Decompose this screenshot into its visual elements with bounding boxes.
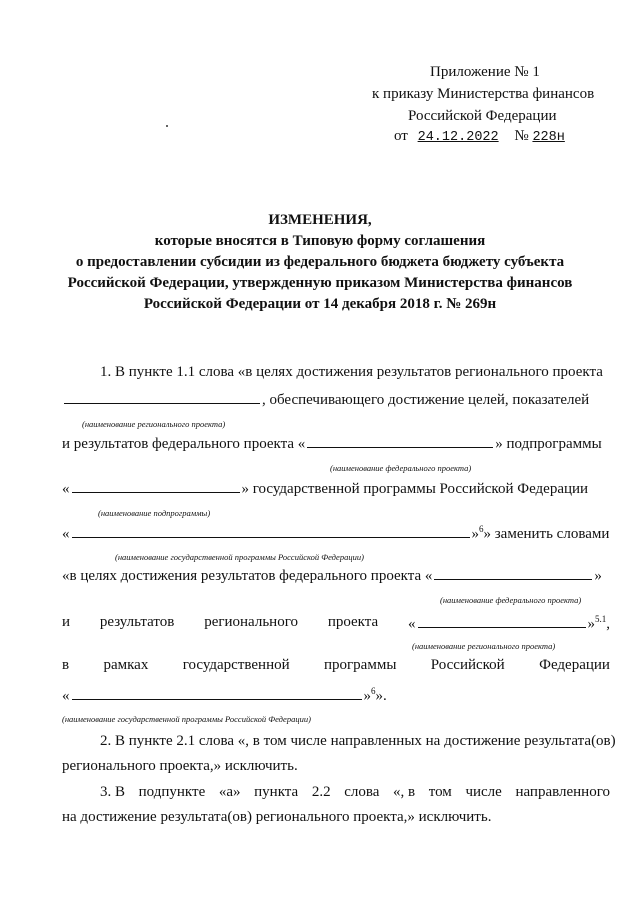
- p1-line-7-w5: «: [408, 616, 416, 632]
- p3-line-1: [100, 784, 610, 801]
- caption-federal-project: (наименование федерального проекта): [330, 463, 472, 473]
- p1-line-4-text-b: » государственной программы Российской Федерации: [241, 481, 589, 497]
- p1-line-3-text-a: и результатов федерального проекта «: [62, 436, 306, 452]
- footnote-ref-6: 6: [479, 524, 484, 534]
- title-line-2: которые вносятся в Типовую форму соглашения: [154, 233, 486, 249]
- footnote-ref-5-1: 5.1: [595, 614, 607, 624]
- p2-line-2: регионального проекта,» исключить.: [62, 758, 298, 774]
- caption-state-program-2: (наименование государственной программы Российской Федерации): [62, 714, 311, 724]
- header-order-ref: к приказу Министерства финансов: [372, 86, 595, 102]
- p1-line-8-w1: в: [62, 657, 70, 673]
- p3-line-2: на достижение результата(ов) регионального проекта,» исключить.: [62, 809, 492, 825]
- number-prefix: №: [514, 128, 529, 144]
- title-changes: ИЗМЕНЕНИЯ,: [268, 212, 372, 228]
- p1-line-4-text-a: «: [62, 481, 70, 497]
- p1-line-7: [62, 614, 610, 633]
- p1-line-5-text-c: » заменить словами: [483, 526, 610, 542]
- p1-line-7-end: »: [587, 616, 595, 632]
- p1-line-9-text-b: »: [363, 688, 371, 704]
- caption-regional-project: (наименование регионального проекта): [82, 419, 226, 429]
- p1-line-9-text-a: «: [62, 688, 70, 704]
- order-number: 228н: [532, 130, 565, 145]
- order-date: 24.12.2022: [417, 130, 499, 145]
- caption-regional-project-2: (наименование регионального проекта): [412, 641, 556, 651]
- blank-state-program-2: [72, 698, 362, 700]
- p1-line-7-w2: результатов: [99, 614, 175, 630]
- caption-federal-project-2: (наименование федерального проекта): [440, 595, 582, 605]
- p1-line-8-w2: рамках: [103, 657, 149, 673]
- scan-speck: [166, 125, 168, 127]
- p1-line-8-w4: программы: [324, 657, 397, 673]
- p1-line-8: [62, 657, 610, 674]
- blank-federal-project-2: [434, 578, 592, 580]
- p1-line-2-text: , обеспечивающего достижение целей, показателей: [262, 392, 590, 408]
- p2-line-1: 2. В пункте 2.1 слова «, в том числе направленных на достижение результата(ов): [100, 733, 616, 749]
- p3-w5: 2.2: [311, 784, 331, 800]
- header-date-number: [394, 128, 565, 145]
- p1-line-5-text-b: »: [471, 526, 479, 542]
- p1-line-7-w3: регионального: [204, 614, 298, 630]
- caption-state-program: (наименование государственной программы Российской Федерации): [115, 552, 364, 562]
- header-country: Российской Федерации: [408, 108, 557, 124]
- p1-line-3-text-b: » подпрограммы: [495, 436, 602, 452]
- p1-line-7-w4: проекта: [327, 614, 379, 630]
- blank-regional-project: [64, 402, 260, 404]
- p1-line-1: 1. В пункте 1.1 слова «в целях достижения результатов регионального проекта: [100, 364, 603, 380]
- p3-w10: направленного: [515, 784, 610, 800]
- p1-line-6-text-a: «в целях достижения результатов федерального проекта «: [62, 568, 433, 584]
- footnote-ref-6-b: 6: [371, 686, 376, 696]
- p3-w8: том: [428, 784, 452, 800]
- caption-subprogram: (наименование подпрограммы): [98, 508, 211, 518]
- p1-line-6-text-b: »: [594, 568, 602, 584]
- p1-line-8-w3: государственной: [182, 657, 290, 673]
- p1-line-5: [62, 524, 609, 543]
- title-line-5: Российской Федерации от 14 декабря 2018 г. № 269н: [143, 296, 497, 312]
- p3-w1: 3. В: [100, 784, 126, 800]
- p3-w3: «а»: [218, 784, 241, 800]
- p1-line-5-text-a: «: [62, 526, 70, 542]
- blank-subprogram: [72, 491, 240, 493]
- p1-line-3: [62, 436, 602, 453]
- blank-regional-project-2: [418, 626, 586, 628]
- p3-w6: слова: [344, 784, 380, 800]
- p3-w9: числе: [465, 784, 502, 800]
- p1-line-7-w1: и: [62, 614, 71, 630]
- p1-line-9: [62, 686, 387, 705]
- blank-federal-project: [307, 446, 493, 448]
- blank-state-program: [72, 536, 470, 538]
- p1-line-4: [62, 481, 588, 498]
- date-prefix: от: [394, 128, 408, 144]
- p3-w7: «, в: [393, 784, 416, 800]
- p1-line-7-comma: ,: [606, 616, 610, 632]
- p1-line-2: [62, 392, 589, 409]
- p1-line-6: [62, 568, 602, 585]
- header-attachment-number: Приложение № 1: [430, 64, 540, 80]
- p3-w2: подпункте: [138, 784, 206, 800]
- p1-line-8-w6: Федерации: [539, 657, 610, 673]
- p3-w4: пункта: [254, 784, 299, 800]
- title-line-4: Российской Федерации, утвержденную приказом Министерства финансов: [67, 275, 573, 291]
- p1-line-9-text-c: ».: [375, 688, 387, 704]
- title-line-3: о предоставлении субсидии из федерального бюджета бюджету субъекта: [75, 254, 565, 270]
- p1-line-8-w5: Российской: [430, 657, 505, 673]
